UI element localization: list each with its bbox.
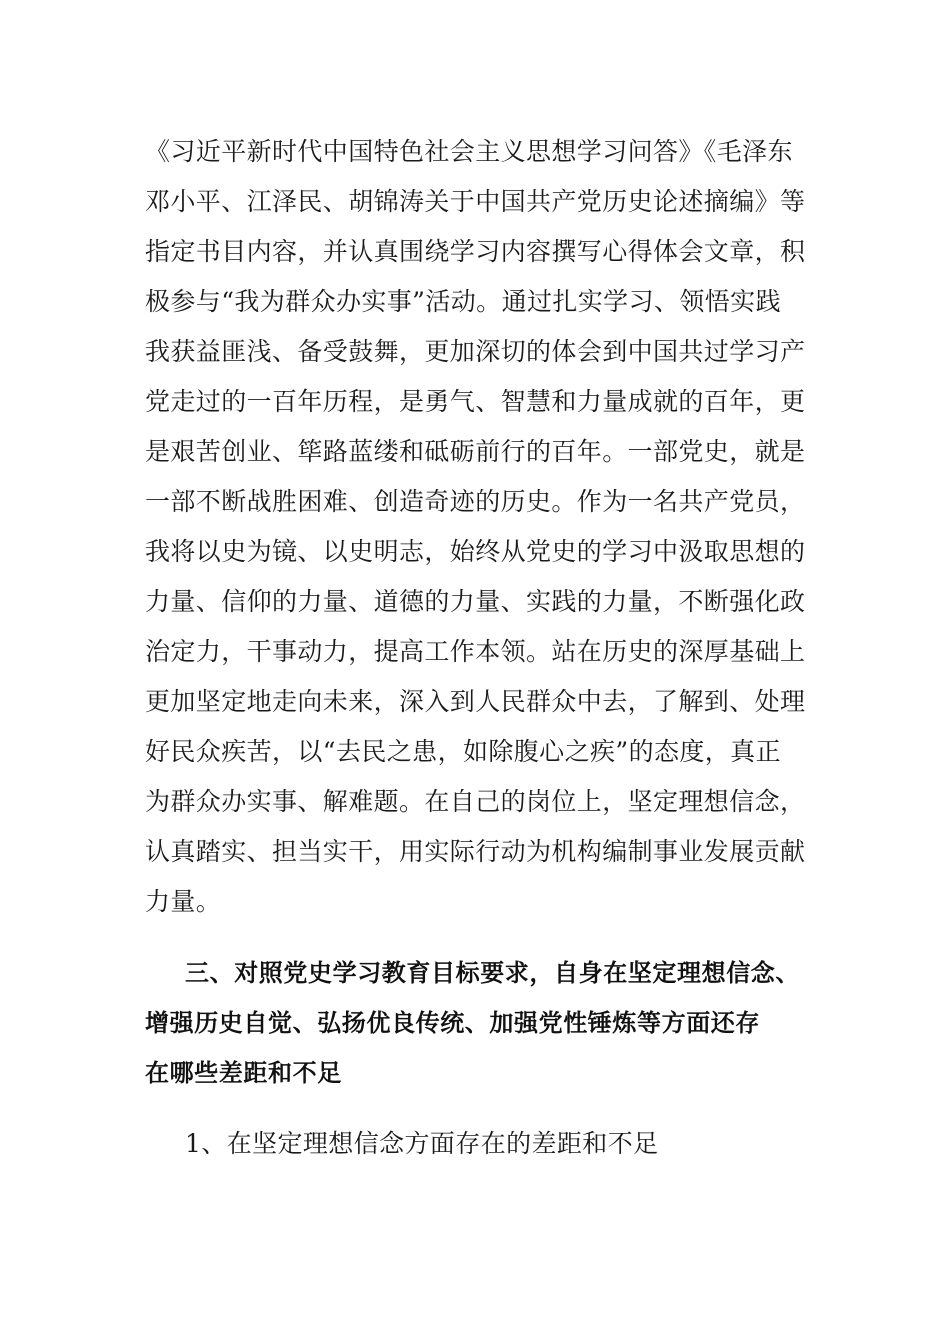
section-heading-line-3: 在哪些差距和不足 xyxy=(145,1059,342,1087)
body-line-12: 更加坚定地走向未来，深入到人民群众中去，了解到、处理 xyxy=(145,687,806,716)
body-line-3: 指定书目内容，并认真围绕学习内容撰写心得体会文章，积 xyxy=(145,237,806,266)
body-line-9: 我将以史为镜、以史明志，始终从党史的学习中汲取思想的 xyxy=(145,537,806,566)
body-line-5: 我获益匪浅、备受鼓舞，更加深切的体会到中国共过学习产 xyxy=(145,337,806,366)
section-heading-line-1: 三、对照党史学习教育目标要求，自身在坚定理想信念、 xyxy=(185,959,800,987)
body-line-2: 邓小平、江泽民、胡锦涛关于中国共产党历史论述摘编》等 xyxy=(145,187,806,216)
section-heading-line-2: 增强历史自觉、弘扬优良传统、加强党性锤炼等方面还存 xyxy=(145,1009,760,1037)
body-line-11: 治定力，干事动力，提高工作本领。站在历史的深厚基础上 xyxy=(145,637,806,666)
body-line-10: 力量、信仰的力量、道德的力量、实践的力量，不断强化政 xyxy=(145,587,806,616)
body-line-14: 为群众办实事、解难题。在自己的岗位上，坚定理想信念， xyxy=(145,787,806,816)
body-line-4: 极参与“我为群众办实事”活动。通过扎实学习、领悟实践 xyxy=(145,287,781,316)
body-line-15: 认真踏实、担当实干，用实际行动为机构编制事业发展贡献 xyxy=(145,837,806,866)
body-line-13: 好民众疾苦，以“去民之患，如除腹心之疾”的态度，真正 xyxy=(145,737,781,766)
body-line-1: 《习近平新时代中国特色社会主义思想学习问答》《毛泽东 xyxy=(145,137,793,166)
body-line-8: 一部不断战胜困难、创造奇迹的历史。作为一名共产党员， xyxy=(145,487,806,516)
body-line-7: 是艰苦创业、筚路蓝缕和砥砺前行的百年。一部党史，就是 xyxy=(145,437,806,466)
subsection-title: 1、在坚定理想信念方面存在的差距和不足 xyxy=(185,1129,659,1158)
body-line-16: 力量。 xyxy=(145,887,222,916)
body-line-6: 党走过的一百年历程，是勇气、智慧和力量成就的百年，更 xyxy=(145,387,806,416)
